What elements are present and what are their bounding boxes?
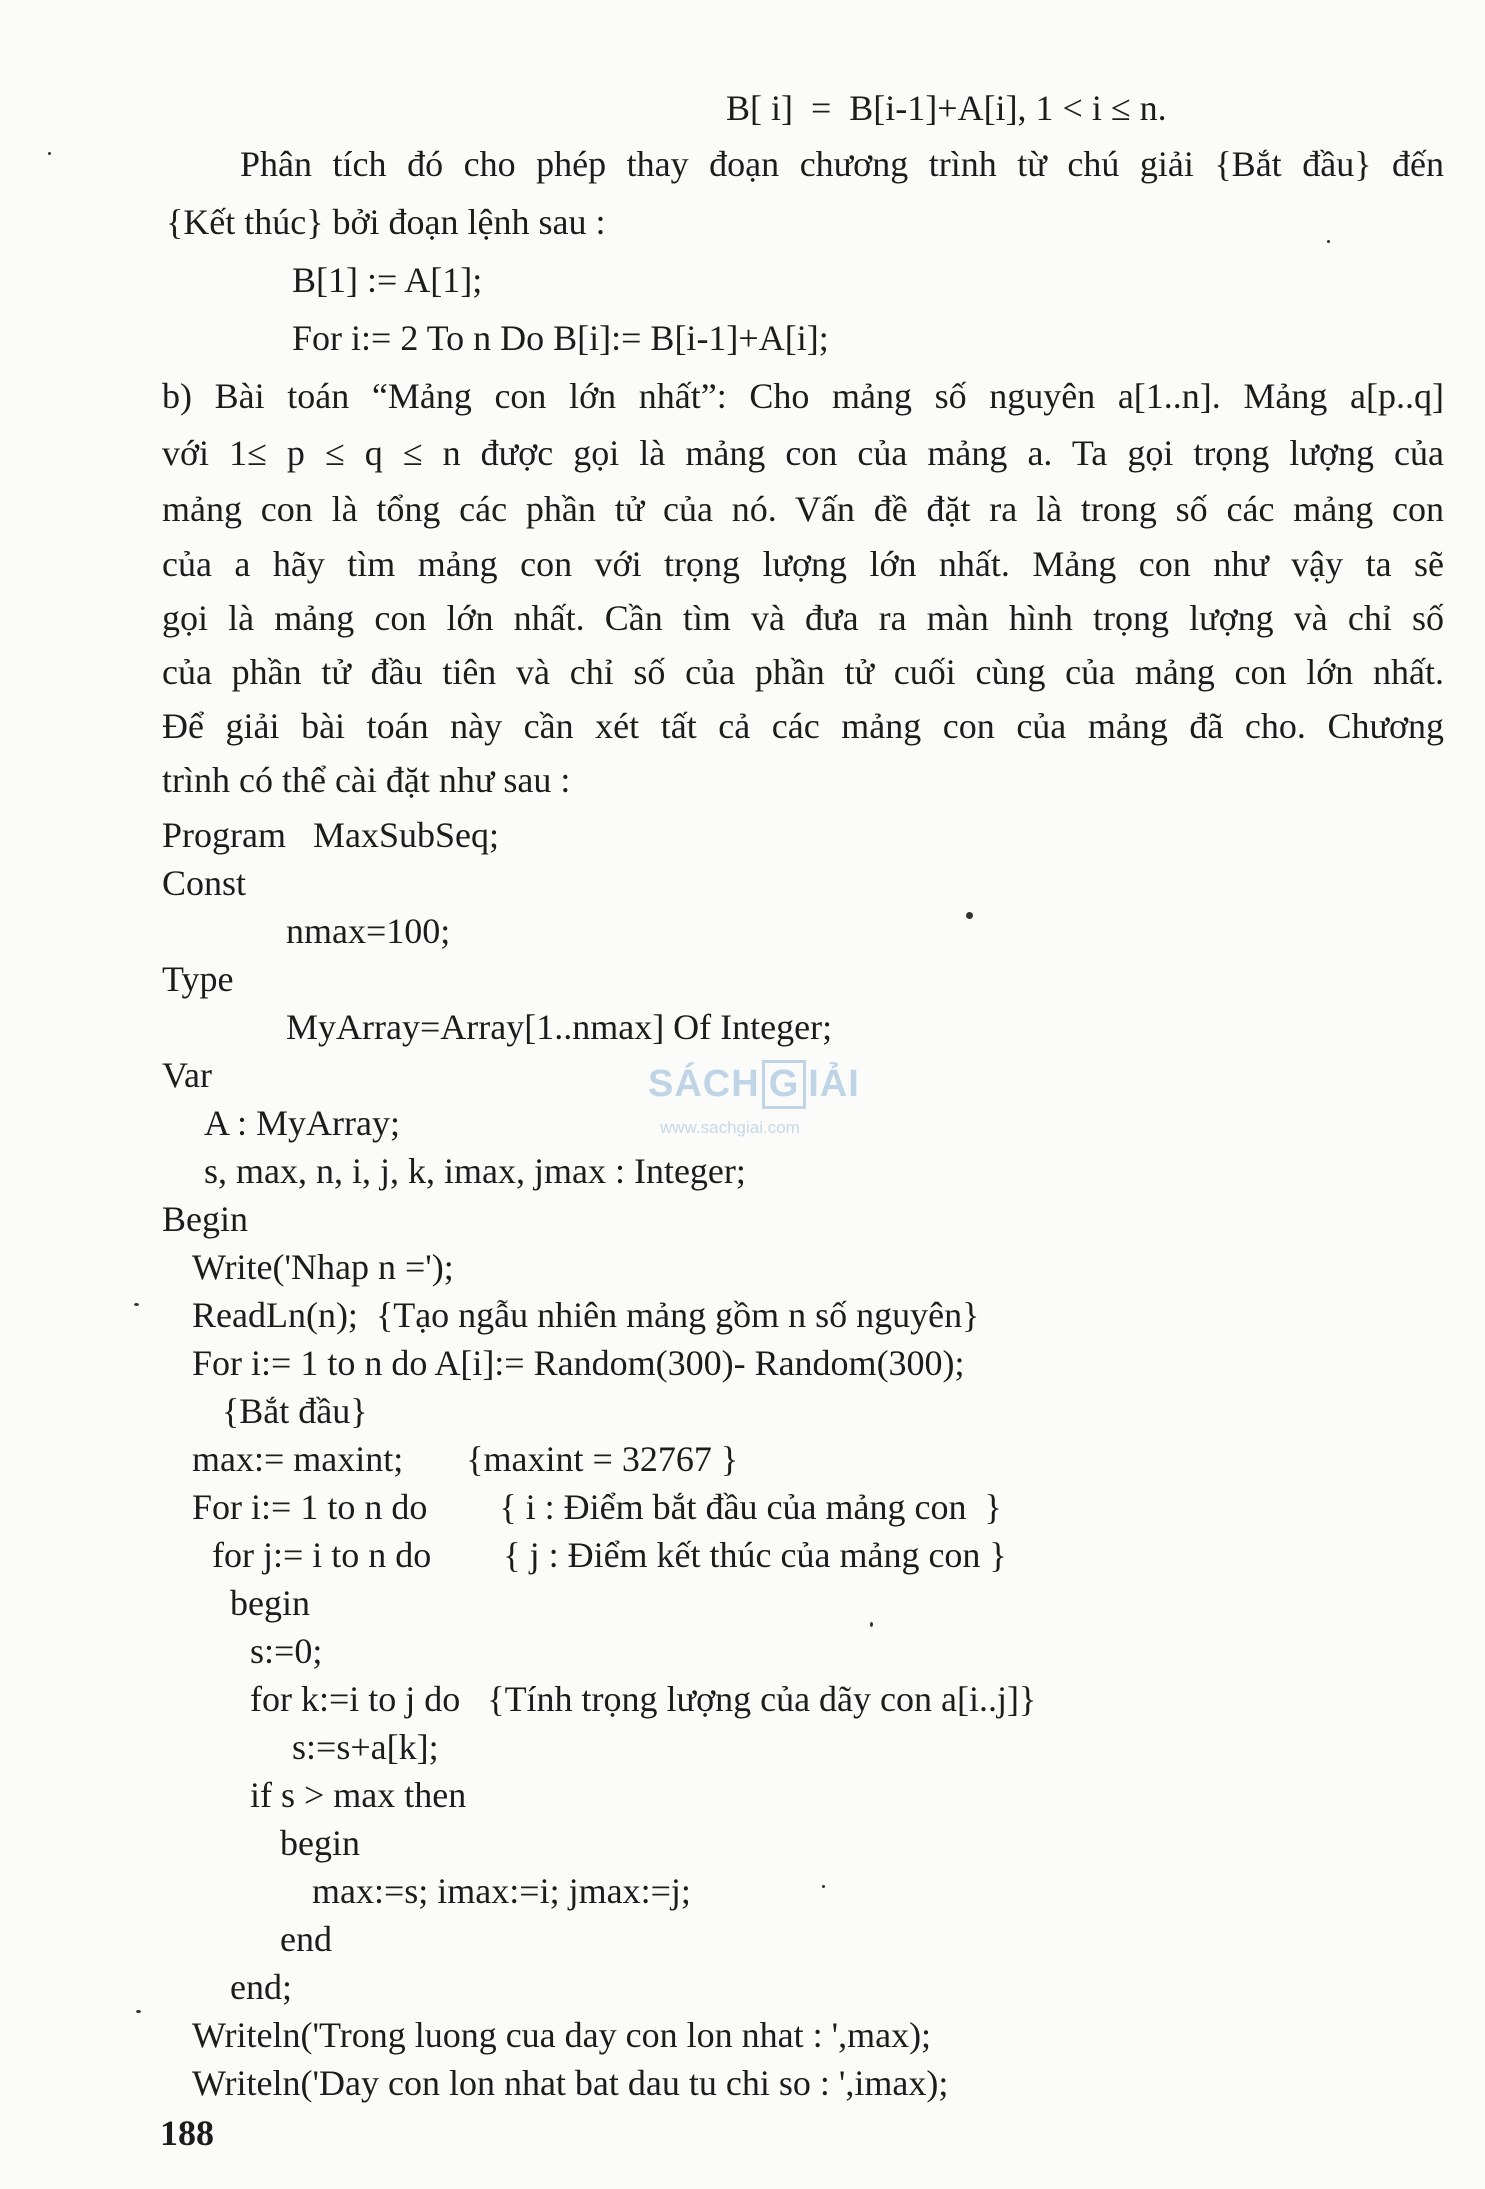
code-line: ReadLn(n); {Tạo ngẫu nhiên mảng gồm n số nguyên}	[192, 1295, 980, 1335]
code-line: end;	[230, 1967, 292, 2007]
code-line: Write('Nhap n =');	[192, 1247, 454, 1287]
scan-speck	[48, 152, 51, 155]
code-line: end	[280, 1919, 332, 1959]
code-line: begin	[230, 1583, 310, 1623]
code-line: MyArray=Array[1..nmax] Of Integer;	[286, 1007, 833, 1047]
paragraph-line: Để giải bài toán này cần xét tất cả các mảng con của mảng đã cho. Chương	[162, 706, 1444, 746]
code-line: For i:= 1 to n do { i : Điểm bắt đầu của mảng con }	[192, 1487, 1002, 1527]
code-line: for j:= i to n do { j : Điểm kết thúc của mảng con }	[212, 1535, 1007, 1575]
code-line: A : MyArray;	[204, 1103, 400, 1143]
code-line: {Bắt đầu}	[222, 1391, 368, 1431]
code-line: Var	[162, 1055, 212, 1095]
code-line: Writeln('Day con lon nhat bat dau tu chi so : ',imax);	[192, 2063, 949, 2103]
scan-speck	[966, 912, 973, 919]
code-line: begin	[280, 1823, 360, 1863]
page-number: 188	[160, 2113, 214, 2153]
code-line: max:= maxint; {maxint = 32767 }	[192, 1439, 739, 1479]
paragraph-line: {Kết thúc} bởi đoạn lệnh sau :	[166, 202, 606, 242]
scan-speck	[136, 2010, 141, 2013]
code-line: Const	[162, 863, 247, 903]
code-line: Type	[162, 959, 234, 999]
paragraph-line: của phần tử đầu tiên và chỉ số của phần tử cuối cùng của mảng con lớn nhất.	[162, 652, 1444, 692]
scan-speck	[870, 1622, 873, 1627]
paragraph-line: b) Bài toán “Mảng con lớn nhất”: Cho mảng số nguyên a[1..n]. Mảng a[p..q]	[162, 376, 1444, 416]
code-line: For i:= 2 To n Do B[i]:= B[i-1]+A[i];	[292, 318, 829, 358]
scan-speck	[134, 1303, 139, 1306]
code-line: s:=s+a[k];	[292, 1727, 439, 1767]
sachgiai-watermark-logo: SÁCH G IẢI www.sachgiai.com	[640, 1060, 870, 1150]
code-line: Program MaxSubSeq;	[162, 815, 499, 855]
paragraph-line: gọi là mảng con lớn nhất. Cần tìm và đưa ra màn hình trọng lượng và chỉ số	[162, 598, 1444, 638]
code-line: s, max, n, i, j, k, imax, jmax : Integer;	[204, 1151, 746, 1191]
code-line: For i:= 1 to n do A[i]:= Random(300)- Random(300);	[192, 1343, 965, 1383]
code-line: Begin	[162, 1199, 248, 1239]
paragraph-line: mảng con là tổng các phần tử của nó. Vấn đề đặt ra là trong số các mảng con	[162, 489, 1444, 529]
paragraph-line: của a hãy tìm mảng con với trọng lượng lớn nhất. Mảng con như vậy ta sẽ	[162, 544, 1444, 584]
code-line: if s > max then	[250, 1775, 467, 1815]
code-line: Writeln('Trong luong cua day con lon nhat : ',max);	[192, 2015, 932, 2055]
paragraph-line: với 1≤ p ≤ q ≤ n được gọi là mảng con của mảng a. Ta gọi trọng lượng của	[162, 433, 1444, 473]
paragraph-line: Phân tích đó cho phép thay đoạn chương trình từ chú giải {Bắt đầu} đến	[240, 144, 1444, 184]
scan-speck	[1327, 240, 1330, 243]
code-line: nmax=100;	[286, 911, 451, 951]
code-line: max:=s; imax:=i; jmax:=j;	[312, 1871, 691, 1911]
scan-speck	[822, 1885, 825, 1888]
code-line: for k:=i to j do {Tính trọng lượng của dãy con a[i..j]}	[250, 1679, 1037, 1719]
code-line: s:=0;	[250, 1631, 323, 1671]
recurrence-formula: B[ i] = B[i-1]+A[i], 1 < i ≤ n.	[726, 88, 1167, 128]
code-line: B[1] := A[1];	[292, 260, 483, 300]
paragraph-line: trình có thể cài đặt như sau :	[162, 760, 571, 800]
